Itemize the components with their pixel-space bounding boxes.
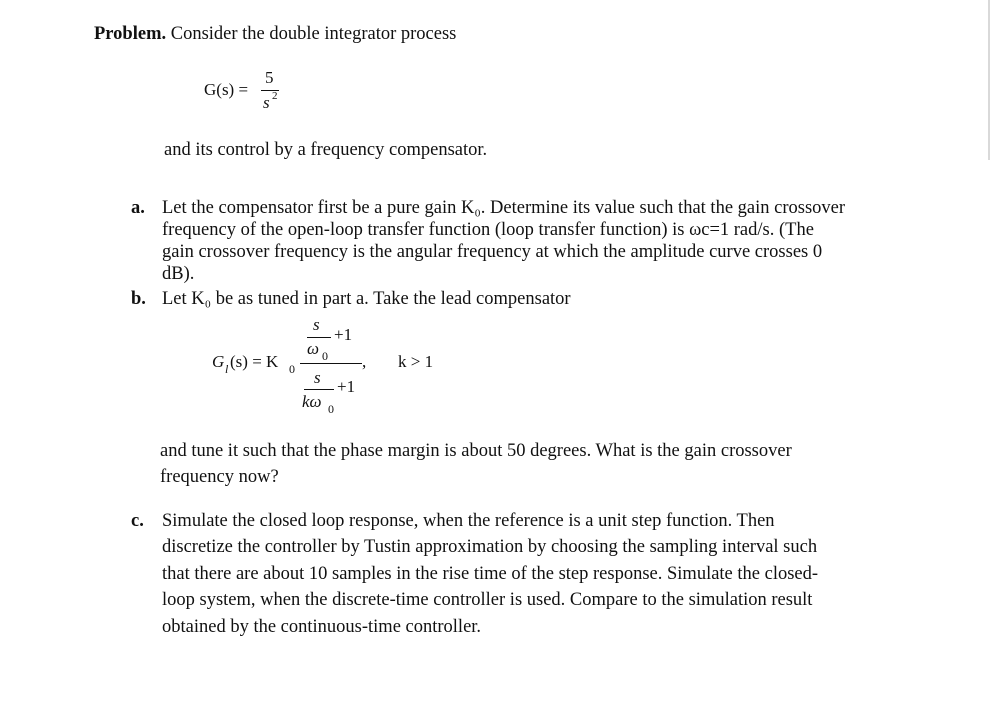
after-plant-text: and its control by a frequency compensator. xyxy=(164,140,488,160)
part-c-line-3: that there are about 10 samples in the rise time of the step response. Simulate the closed- xyxy=(162,564,819,584)
lead-eq-lhs-rest: (s) = K xyxy=(230,352,279,371)
part-b-marker: b. xyxy=(131,289,146,309)
part-a-marker: a. xyxy=(131,198,145,218)
page-edge-divider xyxy=(988,0,990,160)
lead-den-komega: kω xyxy=(302,392,322,411)
lead-den-s: s xyxy=(314,368,321,387)
lead-num-inner-bar xyxy=(307,337,331,338)
problem-heading: Problem. xyxy=(94,24,167,44)
lead-den-plus-one: +1 xyxy=(337,377,356,396)
lead-num-omega: ω xyxy=(307,339,320,358)
plant-eq-numerator: 5 xyxy=(265,68,274,87)
lead-eq-g: G xyxy=(212,352,225,371)
part-b-line-1: Let K₀ be as tuned in part a. Take the lead compensator xyxy=(162,289,571,309)
lead-num-plus-one: +1 xyxy=(334,325,353,344)
lead-main-fraction-bar xyxy=(300,363,362,364)
part-b-after-1: and tune it such that the phase margin is about 50 degrees. What is the gain crossover xyxy=(160,441,792,461)
lead-eq-k-sub: 0 xyxy=(289,362,295,376)
problem-statement xyxy=(94,24,456,45)
lead-eq-condition: k > 1 xyxy=(398,352,434,371)
lead-den-komega-sub: 0 xyxy=(328,402,334,416)
part-c-marker: c. xyxy=(131,511,144,531)
part-b-after-2: frequency now? xyxy=(160,467,279,487)
part-a-line-3: gain crossover frequency is the angular frequency at which the amplitude curve crosses 0 xyxy=(162,242,823,262)
plant-eq-denominator: s xyxy=(263,93,270,112)
plant-eq-exponent: 2 xyxy=(272,90,278,102)
lead-num-s: s xyxy=(313,315,320,334)
lead-num-omega-sub: 0 xyxy=(322,349,328,363)
part-a-line-1: Let the compensator first be a pure gain K₀. Determine its value such that the gain crossover xyxy=(162,198,846,218)
part-c-line-1: Simulate the closed loop response, when the reference is a unit step function. Then xyxy=(162,511,775,531)
problem-intro: Consider the double integrator process xyxy=(170,24,457,44)
part-c-line-4: loop system, when the discrete-time controller is used. Compare to the simulation result xyxy=(162,590,813,610)
plant-eq-lhs: G(s) = xyxy=(204,80,249,99)
part-a-line-4: dB). xyxy=(162,264,195,284)
lead-den-inner-bar xyxy=(304,389,334,390)
part-c-line-5: obtained by the continuous-time controller. xyxy=(162,617,482,637)
lead-eq-g-sub: l xyxy=(225,362,229,376)
lead-eq-comma: , xyxy=(362,352,367,371)
part-c-line-2: discretize the controller by Tustin approximation by choosing the sampling interval such xyxy=(162,537,818,557)
part-a-line-2: frequency of the open-loop transfer function (loop transfer function) is ωc=1 rad/s. (The xyxy=(162,220,814,240)
